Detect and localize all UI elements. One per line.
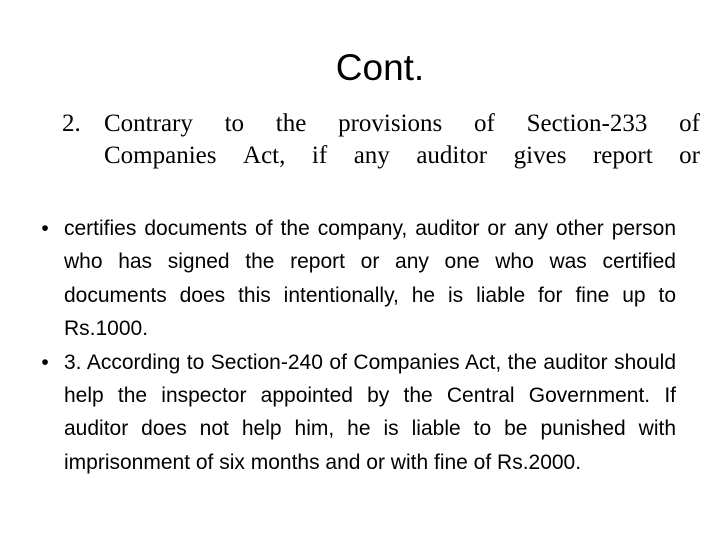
item-number: 2.: [62, 110, 81, 137]
bullet-list: [26, 212, 676, 479]
bullet-marker: •: [41, 350, 49, 374]
slide-title: Cont.: [335, 47, 425, 88]
numbered-text-line-1: Contrary to the provisions of Section-233 of: [104, 110, 700, 137]
bullet-item: [26, 212, 676, 346]
numbered-text-line-2: Companies Act, if any auditor gives report or: [104, 142, 700, 169]
bullet-item: [26, 346, 676, 480]
numbered-item: [62, 108, 700, 172]
numbered-line-2: [62, 140, 700, 172]
numbered-line-1: [62, 108, 700, 140]
bullet-text: certifies documents of the company, auditor or any other person who has signed the report or any one who was certified documents does this intentionally, he is liable for fine up to Rs.1000.: [64, 217, 676, 341]
bullet-marker: •: [41, 217, 49, 240]
bullet-text: 3. According to Section-240 of Companies Act, the auditor should help the inspector appointed by the Central Government. If auditor does not help him, he is liable to be punished with imprisonment of six months and or with fine of Rs.2000.: [64, 350, 676, 474]
